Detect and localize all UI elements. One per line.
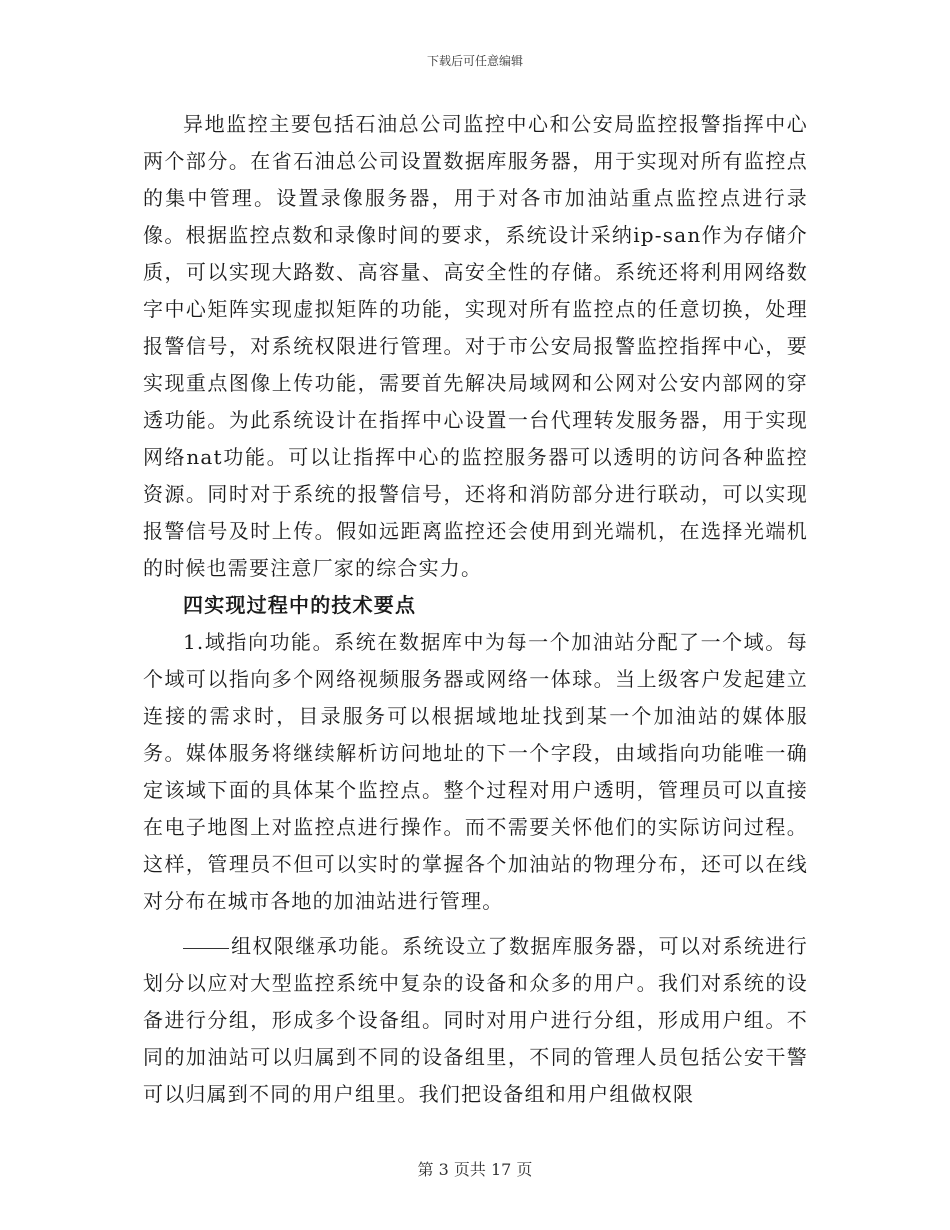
paragraph-group-permission-text: 组权限继承功能。系统设立了数据库服务器，可以对系统进行划分以应对大型监控系统中复杂的设备和众多的用户。我们对系统的设备进行分组，形成多个设备组。同时对用户进行分组，形成用户组。不同的加油站可以归属到不同的设备组里，不同的管理人员包括公安干警可以归属到不同的用户组里。我们把设备组和用户组做权限 xyxy=(143,934,808,1106)
section-heading: 四实现过程中的技术要点 xyxy=(183,593,417,617)
blank-underline xyxy=(183,948,229,949)
page-header-note: 下载后可任意编辑 xyxy=(426,54,523,68)
paragraph-spacer xyxy=(143,920,808,928)
paragraph-group-permission xyxy=(143,928,808,1113)
paragraph-domain-pointing: 1.域指向功能。系统在数据库中为每一个加油站分配了一个域。每个域可以指向多个网络视频服务器或网络一体球。当上级客户发起建立连接的需求时，目录服务可以根据域地址找到某一个加油站的媒体服务。媒体服务将继续解析访问地址的下一个字段，由域指向功能唯一确定该域下面的具体某个监控点。整个过程对用户透明，管理员可以直接在电子地图上对监控点进行操作。而不需要关怀他们的实际访问过程。这样，管理员不但可以实时的掌握各个加油站的物理分布，还可以在线对分布在城市各地的加油站进行管理。 xyxy=(143,630,808,913)
paragraph-remote-monitoring: 异地监控主要包括石油总公司监控中心和公安局监控报警指挥中心两个部分。在省石油总公司设置数据库服务器，用于实现对所有监控点的集中管理。设置录像服务器，用于对各市加油站重点监控点进行录像。根据监控点数和录像时间的要求，系统设计采纳ip-san作为存储介质，可以实现大路数、高容量、高安全性的存储。系统还将利用网络数字中心矩阵实现虚拟矩阵的功能，实现对所有监控点的任意切换，处理报警信号，对系统权限进行管理。对于市公安局报警监控指挥中心，要实现重点图像上传功能，需要首先解决局域网和公网对公安内部网的穿透功能。为此系统设计在指挥中心设置一台代理转发服务器，用于实现网络nat功能。可以让指挥中心的监控服务器可以透明的访问各种监控资源。同时对于系统的报警信号，还将和消防部分进行联动，可以实现报警信号及时上传。假如远距离监控还会使用到光端机，在选择光端机的时候也需要注意厂家的综合实力。 xyxy=(143,112,808,580)
page-number: 第 3 页共 17 页 xyxy=(417,1160,533,1179)
document-body xyxy=(143,106,808,1113)
